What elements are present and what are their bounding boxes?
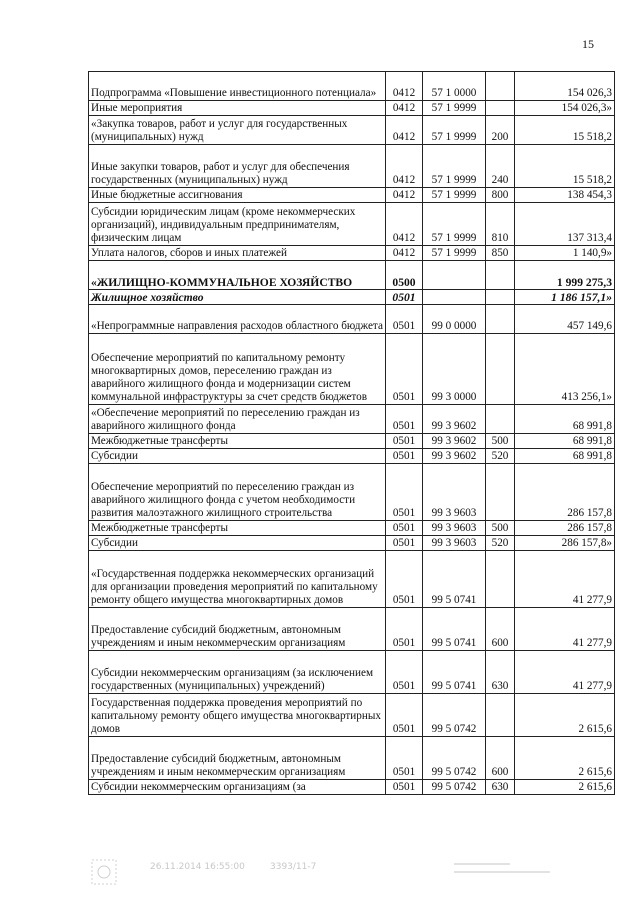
row-expense-type-cell xyxy=(486,334,515,405)
row-amount-cell: 154 026,3 xyxy=(515,72,615,101)
table-row xyxy=(89,464,615,521)
row-name-cell: «Непрограммные направления расходов областного бюджета xyxy=(89,305,386,334)
row-name-cell: Подпрограмма «Повышение инвестиционного потенциала» xyxy=(89,72,386,101)
row-amount-cell: 41 277,9 xyxy=(515,651,615,694)
row-name-cell: Предоставление субсидий бюджетным, автономным учреждениям и иным некоммерческим организациям xyxy=(89,608,386,651)
row-amount-cell: 286 157,8 xyxy=(515,464,615,521)
stamp-icon xyxy=(90,858,118,886)
row-expense-type-cell: 630 xyxy=(486,651,515,694)
row-amount-cell: 138 454,3 xyxy=(515,188,615,203)
faded-stamp-icon xyxy=(450,858,560,880)
row-section-code-cell: 0501 xyxy=(386,405,423,434)
row-target-article-cell: 57 1 0000 xyxy=(423,72,486,101)
row-expense-type-cell xyxy=(486,405,515,434)
row-amount-cell: 68 991,8 xyxy=(515,434,615,449)
row-amount-cell: 41 277,9 xyxy=(515,608,615,651)
row-section-code-cell: 0501 xyxy=(386,694,423,737)
page-number: 15 xyxy=(582,37,594,51)
row-section-code-cell: 0412 xyxy=(386,188,423,203)
footer-code: 3393/11-7 xyxy=(270,862,317,872)
row-expense-type-cell: 500 xyxy=(486,521,515,536)
row-expense-type-cell: 600 xyxy=(486,608,515,651)
row-name-cell: Субсидии юридическим лицам (кроме некоммерческих организаций), индивидуальным предпринимателям, физическим лицам xyxy=(89,203,386,246)
row-target-article-cell: 99 3 9603 xyxy=(423,536,486,551)
row-target-article-cell: 99 5 0741 xyxy=(423,608,486,651)
row-expense-type-cell: 850 xyxy=(486,246,515,261)
table-row xyxy=(89,608,615,651)
row-name-cell: Иные мероприятия xyxy=(89,101,386,116)
row-target-article-cell: 99 5 0742 xyxy=(423,694,486,737)
row-name-cell: Межбюджетные трансферты xyxy=(89,521,386,536)
row-name-cell: Иные закупки товаров, работ и услуг для обеспечения государственных (муниципальных) нужд xyxy=(89,145,386,188)
table-row xyxy=(89,521,615,536)
row-name-cell: «Обеспечение мероприятий по переселению граждан из аварийного жилищного фонда xyxy=(89,405,386,434)
table-row xyxy=(89,101,615,116)
row-expense-type-cell: 630 xyxy=(486,780,515,795)
row-name-cell: Межбюджетные трансферты xyxy=(89,434,386,449)
row-name-cell: Уплата налогов, сборов и иных платежей xyxy=(89,246,386,261)
footer-date: 26.11.2014 16:55:00 xyxy=(150,862,245,872)
table-row xyxy=(89,305,615,334)
row-expense-type-cell: 810 xyxy=(486,203,515,246)
row-section-code-cell: 0501 xyxy=(386,449,423,464)
row-target-article-cell: 99 3 9603 xyxy=(423,464,486,521)
table-row xyxy=(89,334,615,405)
row-expense-type-cell xyxy=(486,464,515,521)
table-row xyxy=(89,116,615,145)
row-target-article-cell: 99 0 0000 xyxy=(423,305,486,334)
table-row xyxy=(89,246,615,261)
row-expense-type-cell: 600 xyxy=(486,737,515,780)
row-target-article-cell: 99 3 9602 xyxy=(423,449,486,464)
row-amount-cell: 15 518,2 xyxy=(515,116,615,145)
row-name-cell: «Государственная поддержка некоммерческих организаций для организации проведения мероприятий по капитальному ремонту общего имущества многоквартирных домов xyxy=(89,551,386,608)
table-row xyxy=(89,536,615,551)
row-name-cell: «Закупка товаров, работ и услуг для государственных (муниципальных) нужд xyxy=(89,116,386,145)
table-row xyxy=(89,551,615,608)
row-target-article-cell: 99 5 0742 xyxy=(423,737,486,780)
row-section-code-cell: 0501 xyxy=(386,290,423,305)
row-target-article-cell: 99 5 0741 xyxy=(423,651,486,694)
row-target-article-cell xyxy=(423,290,486,305)
row-name-cell: Обеспечение мероприятий по капитальному ремонту многоквартирных домов, переселению граждан из аварийного жилищного фонда и модернизации систем коммунальной инфраструктуры за счет средств бюджетов xyxy=(89,334,386,405)
row-section-code-cell: 0501 xyxy=(386,536,423,551)
row-amount-cell: 41 277,9 xyxy=(515,551,615,608)
row-target-article-cell: 57 1 9999 xyxy=(423,203,486,246)
row-expense-type-cell: 200 xyxy=(486,116,515,145)
budget-table-body xyxy=(89,72,615,795)
row-expense-type-cell: 240 xyxy=(486,145,515,188)
row-expense-type-cell xyxy=(486,72,515,101)
row-name-cell: Субсидии некоммерческим организациям (за исключением государственных (муниципальных) учреждений) xyxy=(89,651,386,694)
row-amount-cell: 1 186 157,1» xyxy=(515,290,615,305)
row-target-article-cell: 57 1 9999 xyxy=(423,101,486,116)
row-expense-type-cell xyxy=(486,551,515,608)
row-section-code-cell: 0412 xyxy=(386,101,423,116)
row-expense-type-cell xyxy=(486,290,515,305)
row-amount-cell: 286 157,8 xyxy=(515,521,615,536)
row-section-code-cell: 0501 xyxy=(386,521,423,536)
row-section-code-cell: 0412 xyxy=(386,145,423,188)
row-amount-cell: 68 991,8 xyxy=(515,405,615,434)
table-row xyxy=(89,203,615,246)
row-section-code-cell: 0501 xyxy=(386,464,423,521)
row-amount-cell: 2 615,6 xyxy=(515,694,615,737)
row-amount-cell: 457 149,6 xyxy=(515,305,615,334)
row-name-cell: Субсидии некоммерческим организациям (за xyxy=(89,780,386,795)
row-amount-cell: 1 140,9» xyxy=(515,246,615,261)
table-row xyxy=(89,145,615,188)
table-row xyxy=(89,290,615,305)
row-target-article-cell: 57 1 9999 xyxy=(423,145,486,188)
row-name-cell: Субсидии xyxy=(89,536,386,551)
row-amount-cell: 68 991,8 xyxy=(515,449,615,464)
row-section-code-cell: 0501 xyxy=(386,780,423,795)
row-amount-cell: 2 615,6 xyxy=(515,737,615,780)
row-expense-type-cell: 800 xyxy=(486,188,515,203)
row-section-code-cell: 0501 xyxy=(386,737,423,780)
row-name-cell: Государственная поддержка проведения мероприятий по капитальному ремонту общего имущества многоквартирных домов xyxy=(89,694,386,737)
row-name-cell: Иные бюджетные ассигнования xyxy=(89,188,386,203)
row-section-code-cell: 0501 xyxy=(386,305,423,334)
row-expense-type-cell xyxy=(486,305,515,334)
row-section-code-cell: 0501 xyxy=(386,608,423,651)
row-name-cell: Предоставление субсидий бюджетным, автономным учреждениям и иным некоммерческим организациям xyxy=(89,737,386,780)
table-row xyxy=(89,261,615,290)
row-target-article-cell: 99 3 9603 xyxy=(423,521,486,536)
page-footer xyxy=(90,858,590,886)
table-row xyxy=(89,434,615,449)
row-name-cell: Субсидии xyxy=(89,449,386,464)
row-amount-cell: 413 256,1» xyxy=(515,334,615,405)
table-row xyxy=(89,188,615,203)
row-section-code-cell: 0412 xyxy=(386,246,423,261)
row-expense-type-cell xyxy=(486,694,515,737)
table-row xyxy=(89,405,615,434)
table-row xyxy=(89,780,615,795)
row-section-code-cell: 0412 xyxy=(386,203,423,246)
row-section-code-cell: 0501 xyxy=(386,651,423,694)
row-target-article-cell: 99 3 0000 xyxy=(423,334,486,405)
row-amount-cell: 15 518,2 xyxy=(515,145,615,188)
row-target-article-cell xyxy=(423,261,486,290)
budget-table xyxy=(88,71,615,795)
row-section-code-cell: 0501 xyxy=(386,434,423,449)
row-section-code-cell: 0500 xyxy=(386,261,423,290)
row-section-code-cell: 0412 xyxy=(386,72,423,101)
table-row xyxy=(89,449,615,464)
table-row xyxy=(89,72,615,101)
row-section-code-cell: 0412 xyxy=(386,116,423,145)
row-amount-cell: 2 615,6 xyxy=(515,780,615,795)
row-name-cell: Обеспечение мероприятий по переселению граждан из аварийного жилищного фонда с учетом необходимости развития малоэтажного жилищного строительства xyxy=(89,464,386,521)
row-name-cell: Жилищное хозяйство xyxy=(89,290,386,305)
row-target-article-cell: 57 1 9999 xyxy=(423,116,486,145)
row-expense-type-cell: 520 xyxy=(486,536,515,551)
row-section-code-cell: 0501 xyxy=(386,551,423,608)
row-expense-type-cell xyxy=(486,261,515,290)
row-amount-cell: 137 313,4 xyxy=(515,203,615,246)
row-section-code-cell: 0501 xyxy=(386,334,423,405)
row-amount-cell: 154 026,3» xyxy=(515,101,615,116)
row-target-article-cell: 57 1 9999 xyxy=(423,246,486,261)
row-target-article-cell: 99 3 9602 xyxy=(423,405,486,434)
row-target-article-cell: 99 5 0741 xyxy=(423,551,486,608)
row-amount-cell: 1 999 275,3 xyxy=(515,261,615,290)
row-expense-type-cell xyxy=(486,101,515,116)
row-expense-type-cell: 520 xyxy=(486,449,515,464)
row-target-article-cell: 99 3 9602 xyxy=(423,434,486,449)
row-expense-type-cell: 500 xyxy=(486,434,515,449)
table-row xyxy=(89,737,615,780)
row-amount-cell: 286 157,8» xyxy=(515,536,615,551)
row-name-cell: «ЖИЛИЩНО-КОММУНАЛЬНОЕ ХОЗЯЙСТВО xyxy=(89,261,386,290)
row-target-article-cell: 99 5 0742 xyxy=(423,780,486,795)
table-row xyxy=(89,694,615,737)
row-target-article-cell: 57 1 9999 xyxy=(423,188,486,203)
table-row xyxy=(89,651,615,694)
